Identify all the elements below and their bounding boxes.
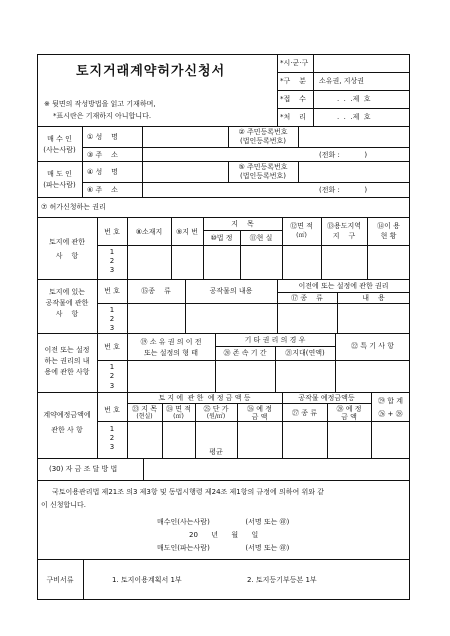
declaration-line-2: 이 신청합니다. xyxy=(41,501,87,509)
land-col-no: 번 호 xyxy=(104,228,120,236)
line-h-107 xyxy=(37,161,410,162)
price-col-struct-amount-2: 금 액 xyxy=(341,413,357,421)
buyer-name-label: ④ 성 명 xyxy=(87,168,118,176)
office-row2-label: *구 분 xyxy=(280,77,306,85)
struct-col-type: ⑮종 류 xyxy=(141,287,171,295)
land-col-use-2: 현 황 xyxy=(380,232,397,240)
line-h-505 xyxy=(37,559,410,560)
attachments-label: 구비서류 xyxy=(46,576,74,584)
struct-section-2: 공작물에 관한 xyxy=(45,299,89,307)
price-col-unit-2: (원/㎡) xyxy=(206,413,226,420)
buyer-phone-label: (전화 : ) xyxy=(319,186,368,194)
line-h-404 xyxy=(37,458,410,459)
buyer-signature-line: 매수인(사는사람) (서명 또는 ㊞) xyxy=(157,518,290,526)
office-box-h3 xyxy=(277,108,410,109)
transfer-col-form-1: ⑲ 소 유 권 의 이 전 xyxy=(140,338,202,346)
transfer-col-other-header: 기 타 권 리 의 경 우 xyxy=(244,336,306,344)
price-average-label: 평균 xyxy=(209,448,223,456)
struct-col-no: 번 호 xyxy=(104,287,120,295)
party-v-261-a xyxy=(298,126,299,147)
transfer-row-2: 2 xyxy=(109,372,115,380)
land-col-use-1: ⑭이 용 xyxy=(377,222,400,230)
price-col-land-header: 토 지 에 관 한 예 정 금 액 등 xyxy=(158,394,251,402)
land-col-area-2: (㎡) xyxy=(296,232,307,239)
price-row-3: 3 xyxy=(109,443,115,451)
seller-id-label-1: ② 주민등록번호 xyxy=(238,128,288,136)
land-col-zone-1: ⑬용도지역 xyxy=(326,222,362,230)
struct-col-rights-header: 이전에 또는 설정에 관한 권리 xyxy=(298,282,389,290)
land-row-1: 1 xyxy=(109,248,115,256)
party-v-261-b xyxy=(298,161,299,182)
struct-row-3: 3 xyxy=(109,324,115,332)
land-v-134 xyxy=(171,217,172,279)
land-section-1: 토지에 관한 xyxy=(48,238,86,246)
price-col-unit-1: ㉕ 단 가 xyxy=(203,405,229,413)
line-h-426 xyxy=(37,480,410,481)
struct-col-rights-type: ⑰ 종 류 xyxy=(291,294,323,302)
office-row3-label: *접 수 xyxy=(280,95,306,103)
transfer-row-1: 1 xyxy=(109,363,115,371)
land-v-90 xyxy=(127,217,128,279)
price-col-amount-1: ㉖ 예 정 xyxy=(247,405,272,413)
land-col-category: 지 목 xyxy=(231,220,254,228)
line-h-163 xyxy=(37,217,410,218)
transfer-h-292 xyxy=(215,346,335,347)
land-row-3: 3 xyxy=(109,266,115,274)
land-col-area-1: ⑫면 적 xyxy=(290,222,313,230)
office-row1-label: *시·군·구 xyxy=(280,59,309,67)
seller-phone-label: (전화 : ) xyxy=(319,151,368,159)
price-h-349 xyxy=(127,403,371,404)
note-line-2: *표시란은 기재하지 아니합니다. xyxy=(53,112,152,120)
struct-h-238 xyxy=(277,292,410,293)
frame-top xyxy=(37,54,410,55)
office-row4-value: . . .제 호 xyxy=(337,113,371,121)
line-h-338 xyxy=(37,392,410,393)
line-h-93 xyxy=(82,147,410,148)
buyer-label-2: (파는사람) xyxy=(43,181,76,189)
land-col-lot: ⑨지 번 xyxy=(175,228,199,236)
price-col-struct-header: 공작물 예정금액등 xyxy=(298,394,355,402)
land-section-2: 사 항 xyxy=(55,252,79,260)
price-row-2: 2 xyxy=(109,434,115,442)
struct-row-2: 2 xyxy=(109,315,115,323)
price-col-total-2: ㉖ + ㉘ xyxy=(378,410,403,418)
attachment-item-2: 2. 토지등기부등본 1부 xyxy=(247,576,317,584)
transfer-col-form-2: 또는 설정의 형 태 xyxy=(143,349,198,357)
transfer-section-3: 용에 관한 사항 xyxy=(44,368,90,376)
frame-bottom xyxy=(37,599,410,600)
transfer-row-3: 3 xyxy=(109,382,115,390)
transfer-col-no: 번 호 xyxy=(104,343,120,351)
struct-section-1: 토지에 있는 xyxy=(48,288,86,296)
seller-id-label-2: (법인등록번호) xyxy=(239,137,287,145)
price-col-category-2: (현실) xyxy=(136,413,153,420)
buyer-id-label-1: ⑤ 주민등록번호 xyxy=(238,163,288,171)
struct-col-rights-content: 내 용 xyxy=(362,294,385,302)
price-row-1: 1 xyxy=(109,425,115,433)
price-col-total-1: ㉙ 합 계 xyxy=(378,397,403,405)
land-col-zone-2: 지 구 xyxy=(332,232,356,240)
price-section-2: 관한 사 항 xyxy=(51,426,83,434)
party-v-105 xyxy=(142,126,143,197)
office-box-h2 xyxy=(277,90,410,91)
transfer-col-rent: ㉑지대(연액) xyxy=(285,349,325,357)
price-col-area-2: (㎡) xyxy=(173,413,184,420)
struct-col-content: 공작물의 내용 xyxy=(209,287,253,295)
line-h-143 xyxy=(37,197,410,198)
land-h-191 xyxy=(97,245,410,246)
land-transaction-permit-form xyxy=(37,54,410,600)
transfer-col-special: ㉒ 특 기 사 항 xyxy=(351,342,394,350)
land-col-legal: ⑩법 정 xyxy=(210,234,233,242)
form-title: 토지거래계약허가신청서 xyxy=(76,64,226,79)
land-row-2: 2 xyxy=(109,257,115,265)
office-row4-label: *처 리 xyxy=(280,113,306,121)
line-h-225 xyxy=(37,279,410,280)
buyer-label-1: 매 도 인 xyxy=(47,170,72,178)
price-col-no: 번 호 xyxy=(104,406,120,414)
date-line: 20 년 월 일 xyxy=(189,531,259,539)
transfer-h-306 xyxy=(97,360,410,361)
transfer-col-period: ⑳ 존 속 기 간 xyxy=(223,349,267,357)
price-col-category-1: ㉓ 지 목 xyxy=(132,405,157,413)
seller-label-1: 매 수 인 xyxy=(47,135,72,143)
buyer-address-label: ⑥ 주 소 xyxy=(87,186,118,194)
land-col-location: ⑧소재지 xyxy=(135,228,163,236)
office-row3-value: . . .제 호 xyxy=(337,95,371,103)
struct-row-1: 1 xyxy=(109,306,115,314)
seller-label-2: (사는사람) xyxy=(43,146,76,154)
attachment-item-1: 1. 토지이용계획서 1부 xyxy=(112,576,182,584)
seller-address-label: ③ 주 소 xyxy=(87,151,118,159)
rights-label: ⑦ 허가신청하는 권리 xyxy=(41,203,106,211)
seller-signature-line: 매도인(파는사람) (서명 또는 ㊞) xyxy=(157,544,290,552)
land-h-176 xyxy=(203,230,282,231)
seller-name-label: ① 성 명 xyxy=(87,133,118,141)
transfer-section-1: 이전 또는 설정 xyxy=(44,346,90,354)
line-h-128 xyxy=(82,182,410,183)
price-section-1: 계약예정금액에 xyxy=(43,411,91,419)
party-v-45 xyxy=(82,126,83,197)
note-line-1: ※ 뒷면의 작성방법을 읽고 기재하며, xyxy=(44,100,156,108)
struct-h-249 xyxy=(97,303,410,304)
transfer-section-2: 하는 권리의 내 xyxy=(44,357,90,365)
buyer-id-label-2: (법인등록번호) xyxy=(239,172,287,180)
line-h-279 xyxy=(37,333,410,334)
funding-label: (30) 자 금 조 달 방 법 xyxy=(49,465,118,473)
price-col-area-1: ㉔ 면 적 xyxy=(166,405,191,413)
frame-right xyxy=(409,54,410,600)
price-col-amount-2: 금 액 xyxy=(251,413,268,421)
attach-v-46 xyxy=(83,559,84,600)
price-h-367 xyxy=(97,421,410,422)
office-row2-value: 소유권, 지상권 xyxy=(319,77,365,85)
land-col-actual: ⑪현 실 xyxy=(249,234,273,242)
office-box-h1 xyxy=(277,72,410,73)
price-col-struct-type: ㉗ 종 류 xyxy=(292,409,317,417)
funding-v-106 xyxy=(143,458,144,480)
struct-section-3: 사 항 xyxy=(55,310,79,318)
declaration-line-1: 국토이용관리법 제21조 의3 제3항 및 동법시행령 제24조 제1항의 규정에 의하여 위와 같 xyxy=(52,488,325,496)
price-col-struct-amount-1: ㉘ 예 정 xyxy=(336,405,362,413)
line-h-72 xyxy=(37,126,410,127)
